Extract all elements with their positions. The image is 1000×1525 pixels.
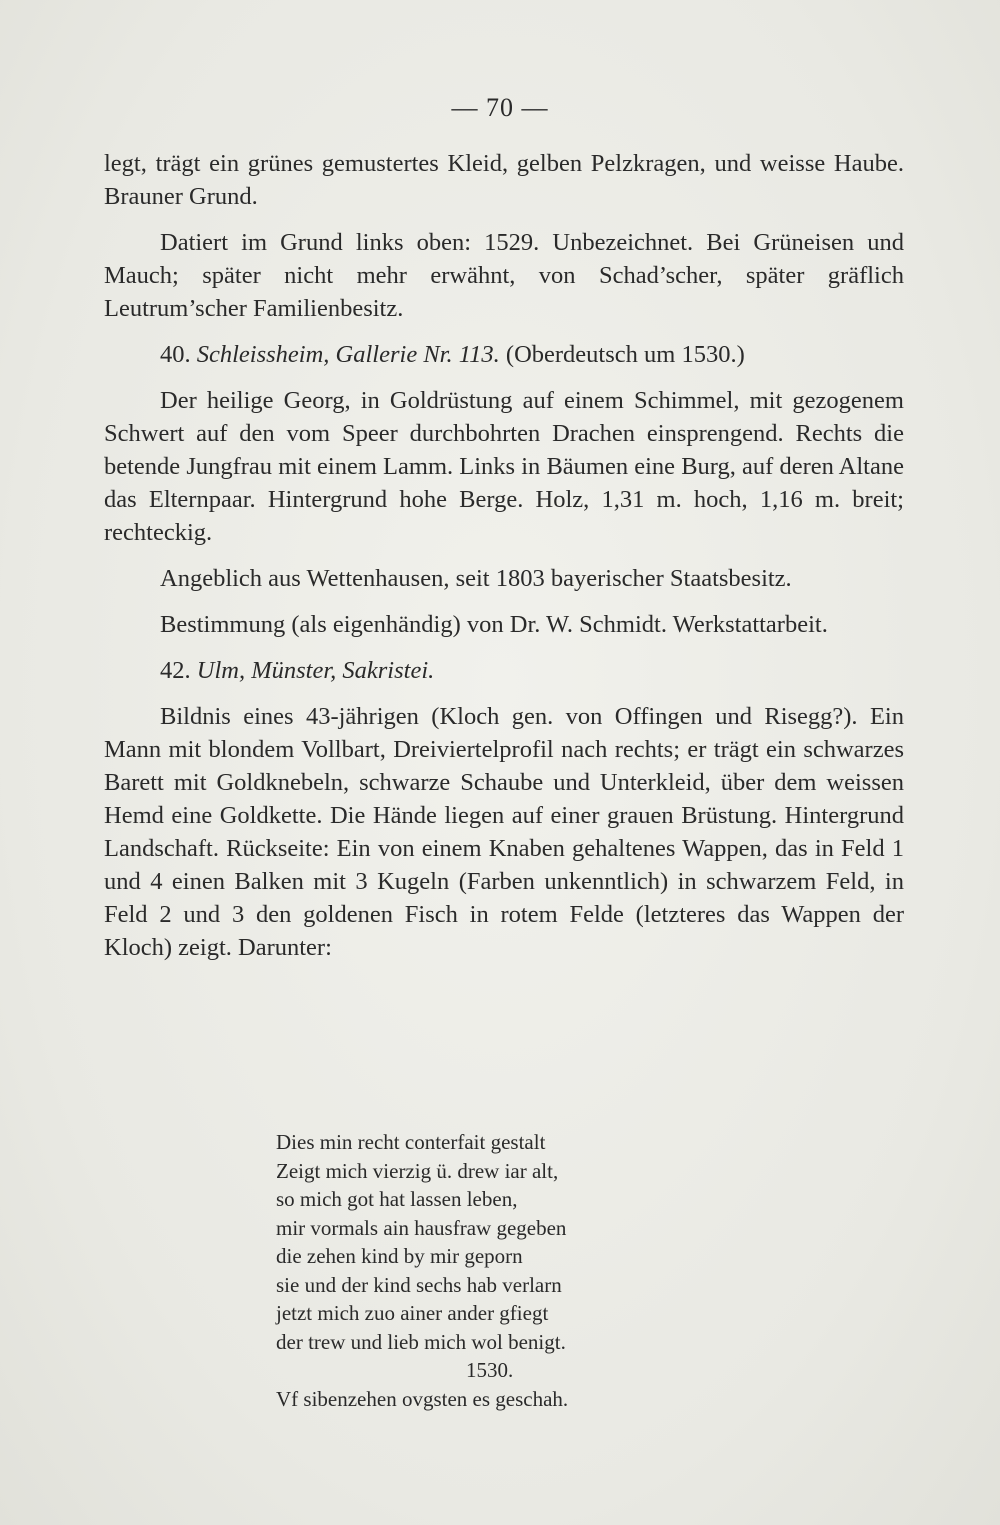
poem-last-line: Vf sibenzehen ovgsten es geschah. bbox=[276, 1386, 569, 1411]
entry-40-determination: Bestimmung (als eigenhändig) von Dr. W. Schmidt. Werkstattarbeit. bbox=[160, 611, 828, 638]
page-body bbox=[104, 147, 904, 977]
entry-40-description: Der heilige Georg, in Goldrüstung auf einem Schimmel, mit gezogenem Schwert auf den vom Speer durchbohrten Drachen einsprengend. Rechts die betende Jungfrau mit einem Lamm. Links in Bäumen eine Burg, auf deren Altane das Elternpaar. Hintergrund hohe Berge. Holz, 1,31 m. hoch, 1,16 m. breit; rechteckig. bbox=[104, 387, 904, 546]
entry-42-number: 42. bbox=[160, 657, 191, 684]
poem-line: die zehen kind by mir geporn bbox=[276, 1244, 523, 1268]
paragraph-dating: Datiert im Grund links oben: 1529. Unbezeichnet. Bei Grüneisen und Mauch; später nicht mehr erwähnt, von Schad’scher, später gräflich Leutrum’scher Familienbesitz. bbox=[104, 229, 904, 322]
poem-line: mir vormals ain hausfraw gegeben bbox=[276, 1215, 567, 1240]
poem-line: jetzt mich zuo ainer ander gfiegt bbox=[276, 1301, 549, 1325]
paragraph-continuation: legt, trägt ein grünes gemustertes Kleid, gelben Pelzkragen, und weisse Haube. Brauner Grund. bbox=[104, 150, 904, 210]
entry-40-number: 40. bbox=[160, 341, 191, 368]
poem-line: sie und der kind sechs hab verlarn bbox=[276, 1272, 562, 1297]
entry-40-place: Schleissheim, Gallerie Nr. 113. bbox=[196, 341, 500, 368]
poem-line: so mich got hat lassen leben, bbox=[276, 1187, 518, 1211]
poem-line: Zeigt mich vierzig ü. drew iar alt, bbox=[276, 1158, 559, 1183]
poem-year: 1530. bbox=[466, 1358, 514, 1382]
entry-42-description: Bildnis eines 43-jährigen (Kloch gen. von Offingen und Risegg?). Ein Mann mit blondem Vollbart, Dreiviertelprofil nach rechts; er trägt ein schwarzes Barett mit Goldknebeln, schwarze Schaube und Unterkleid, über dem weissen Hemd eine Goldkette. Die Hände liegen auf einer grauen Brüstung. Hintergrund Landschaft. Rückseite: Ein von einem Knaben gehaltenes Wappen, das in Feld 1 und 4 einen Balken mit 3 Kugeln (Farben unkenntlich) in schwarzem Feld, in Feld 2 und 3 den goldenen Fisch in rotem Felde (letzteres das Wappen der Kloch) zeigt. Darunter: bbox=[104, 703, 904, 961]
entry-42-heading bbox=[104, 654, 904, 687]
page-number: — 70 — bbox=[451, 93, 549, 122]
inscription-poem bbox=[276, 1128, 696, 1413]
entry-40-provenance: Angeblich aus Wettenhausen, seit 1803 bayerischer Staatsbesitz. bbox=[160, 565, 792, 592]
entry-40-heading bbox=[104, 338, 904, 371]
entry-40-attribution: (Oberdeutsch um 1530.) bbox=[505, 341, 745, 368]
poem-line: Dies min recht conterfait gestalt bbox=[276, 1130, 546, 1154]
poem-line: der trew und lieb mich wol benigt. bbox=[276, 1329, 566, 1354]
entry-42-place: Ulm, Münster, Sakristei. bbox=[196, 657, 435, 684]
